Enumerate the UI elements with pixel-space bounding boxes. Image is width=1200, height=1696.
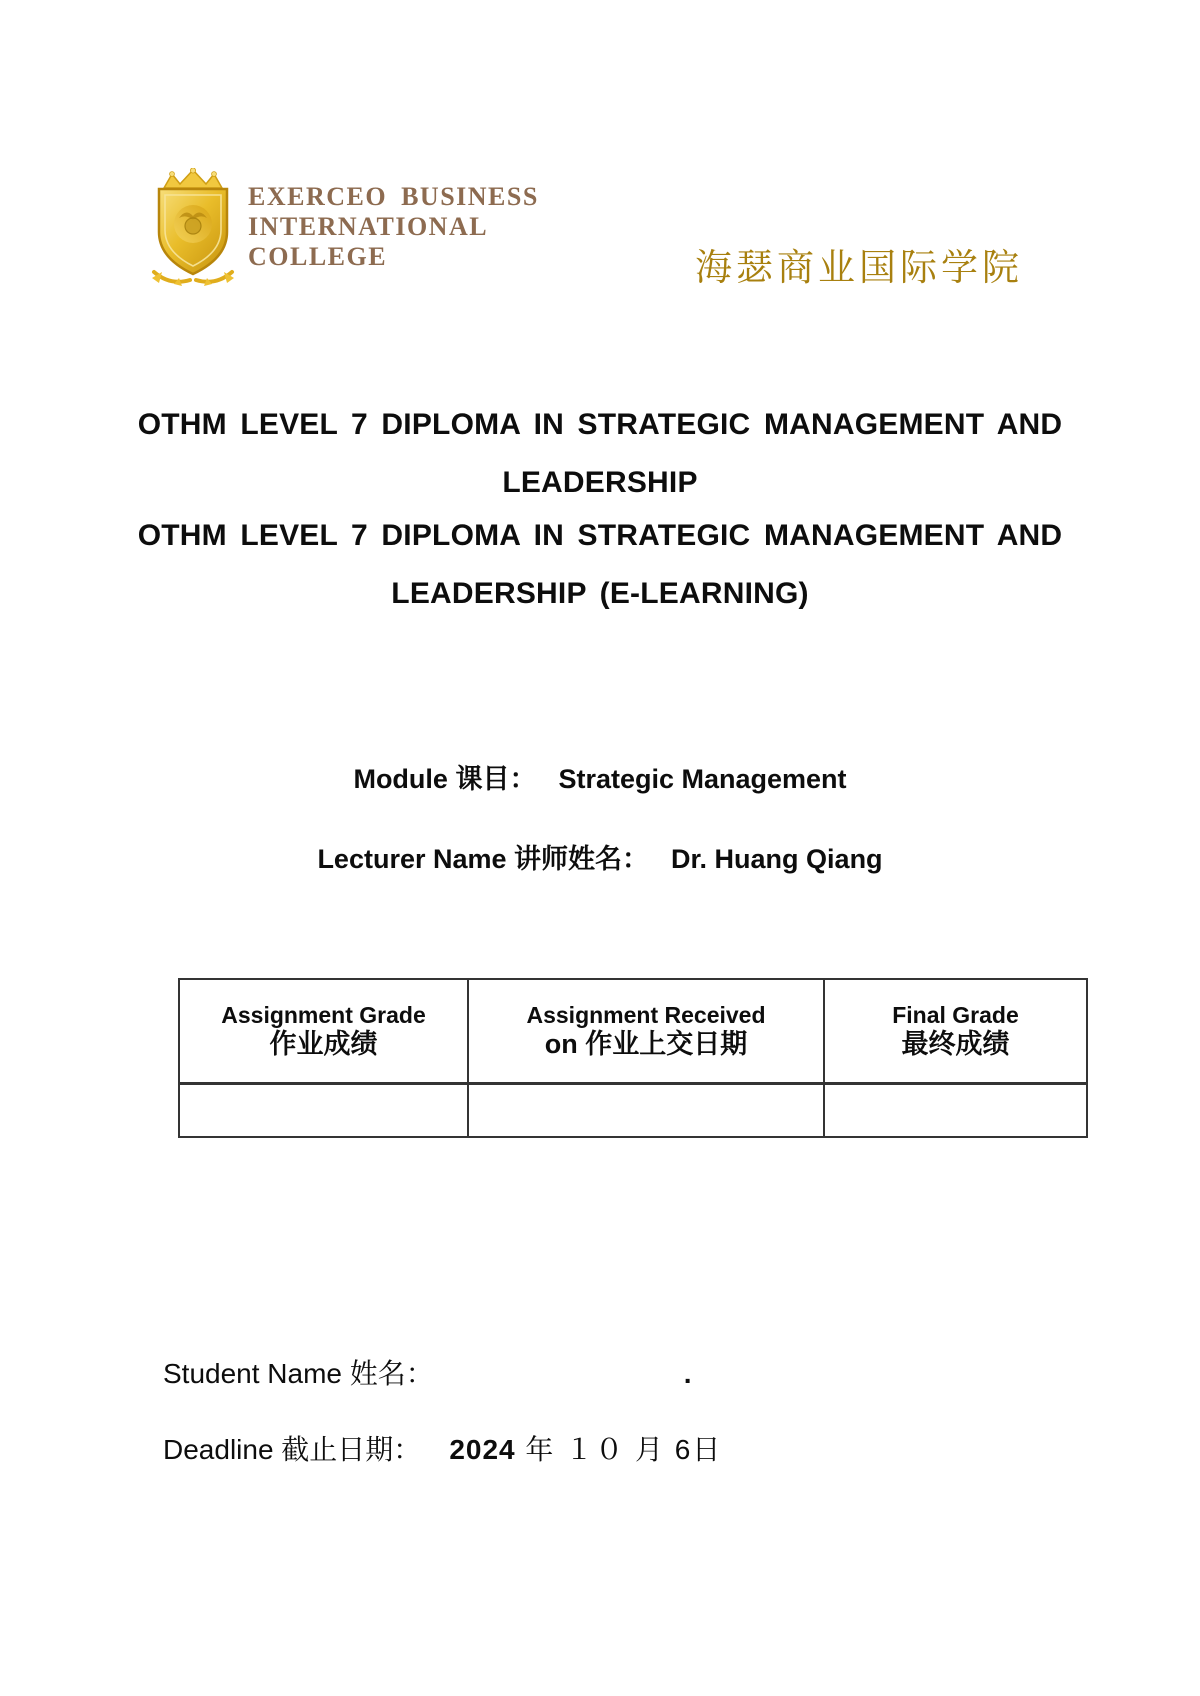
diploma-title-line: OTHM LEVEL 7 DIPLOMA IN STRATEGIC MANAGEMENT AND xyxy=(137,519,1063,552)
lecturer-line xyxy=(0,842,1200,876)
diploma-title-primary xyxy=(0,396,1200,512)
grade-table xyxy=(178,978,1088,1138)
college-name-line-1: EXERCEO BUSINESS xyxy=(248,182,539,211)
lecturer-label: Lecturer Name 讲师姓名： xyxy=(317,844,650,874)
student-name-value: . xyxy=(683,1358,692,1389)
header-assignment-grade-zh: 作业成绩 xyxy=(269,1028,378,1059)
diploma-title-line: OTHM LEVEL 7 DIPLOMA IN STRATEGIC MANAGEMENT AND xyxy=(137,408,1063,441)
header-final-grade-zh: 最终成绩 xyxy=(901,1028,1010,1059)
cell-assignment-received xyxy=(468,1083,824,1137)
deadline-date: 年 １０ 月 6日 xyxy=(515,1434,723,1465)
diploma-title-elearning xyxy=(0,507,1200,623)
grade-table-header-row xyxy=(179,979,1087,1083)
grade-table-empty-row xyxy=(179,1083,1087,1137)
student-name-label: Student Name 姓名： xyxy=(163,1358,434,1389)
college-crest-logo xyxy=(146,168,240,290)
student-name-line xyxy=(163,1356,692,1392)
college-name-line-3: COLLEGE xyxy=(248,242,388,271)
diploma-title-line: LEADERSHIP (E-LEARNING) xyxy=(391,577,809,610)
college-name-line-2: INTERNATIONAL xyxy=(248,212,489,241)
module-label: Module 课目： xyxy=(353,764,537,794)
cell-final-grade xyxy=(824,1083,1087,1137)
header-assignment-received-zh: on 作业上交日期 xyxy=(544,1028,748,1059)
lecturer-value: Dr. Huang Qiang xyxy=(671,844,883,874)
college-name-english xyxy=(248,182,539,272)
deadline-year: 2024 xyxy=(449,1434,516,1465)
header-final-grade-en: Final Grade xyxy=(892,1001,1019,1028)
header-assignment-received-en: Assignment Received xyxy=(526,1001,766,1028)
header-assignment-grade-en: Assignment Grade xyxy=(221,1001,426,1028)
header-assignment-grade xyxy=(179,979,468,1083)
college-crest-icon xyxy=(146,168,240,290)
deadline-label: Deadline 截止日期： xyxy=(163,1434,422,1465)
module-line xyxy=(0,762,1200,796)
module-value: Strategic Management xyxy=(558,764,847,794)
deadline-line xyxy=(163,1432,722,1468)
college-name-chinese: 海瑟商业国际学院 xyxy=(695,247,1023,288)
diploma-title-line: LEADERSHIP xyxy=(502,466,698,499)
header-assignment-received xyxy=(468,979,824,1083)
header-final-grade xyxy=(824,979,1087,1083)
cell-assignment-grade xyxy=(179,1083,468,1137)
